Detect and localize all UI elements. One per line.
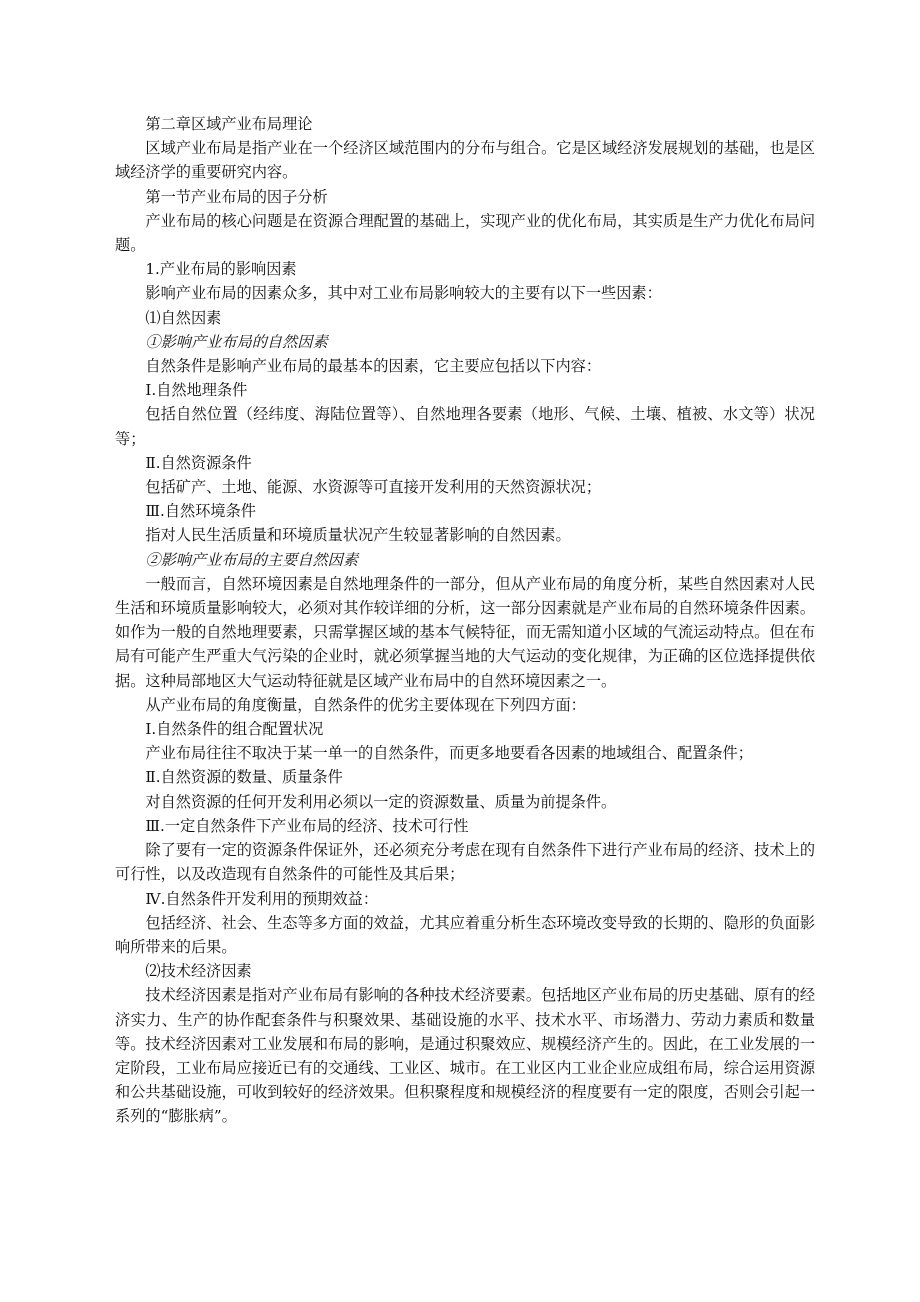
list-heading: Ⅰ.自然条件的组合配置状况 xyxy=(145,720,324,739)
paragraph: 技术经济因素是指对产业布局有影响的各种技术经济要素。包括地区产业布局的历史基础、原有的经济实力、生产的协作配套条件与积聚效果、基础设施的水平、技术水平、市场潜力、劳动力素质和数量等。技术经济因素对工业发展和布局的影响，是通过积聚效应、规模经济产生的。因此，在工业发展的一定阶段，工业布局应接近已有的交通线、工业区、城市。在工业区内工业企业应成组布局，综合运用资源和公共基础设施，可收到较好的经济效果。但积聚程度和规模经济的程度要有一定的限度，否则会引起一系列的“膨胀病”。 xyxy=(115,986,815,1126)
list-heading: Ⅱ.自然资源条件 xyxy=(145,453,252,472)
chapter-title: 第二章区域产业布局理论 xyxy=(145,115,313,133)
paragraph: 自然条件是影响产业布局的最基本的因素，它主要应包括以下内容： xyxy=(145,357,602,376)
paragraph: 影响产业布局的因素众多，其中对工业布局影响较大的主要有以下一些因素： xyxy=(145,284,662,303)
paragraph: 除了要有一定的资源条件保证外，还必须充分考虑在现有自然条件下进行产业布局的经济、技术上的可行性，以及改造现有自然条件的可能性及其后果； xyxy=(115,841,815,884)
paragraph: 对自然资源的任何开发利用必须以一定的资源数量、质量为前提条件。 xyxy=(145,792,617,811)
section-title: 第一节产业布局的因子分析 xyxy=(145,187,328,206)
paragraph: 区域产业布局是指产业在一个经济区域范围内的分布与组合。它是区域经济发展规划的基础，也是区域经济学的重要研究内容。 xyxy=(115,139,815,182)
list-heading: Ⅰ.自然地理条件 xyxy=(145,381,248,400)
paragraph: 指对人民生活质量和环境质量状况产生较显著影响的自然因素。 xyxy=(145,526,571,545)
italic-heading: ②影响产业布局的主要自然因素 xyxy=(145,550,359,569)
subsection-title: ⑴自然因素 xyxy=(145,308,222,327)
paragraph: 一般而言，自然环境因素是自然地理条件的一部分，但从产业布局的角度分析，某些自然因素对人民生活和环境质量影响较大，必须对其作较详细的分析，这一部分因素就是产业布局的自然环境条件因素。如作为一般的自然地理要素，只需掌握区域的基本气候特征，而无需知道小区域的气流运动特点。但在布局有可能产生严重大气污染的企业时，就必须掌握当地的大气运动的变化规律，为正确的区位选择提供依据。这种局部地区大气运动特征就是区域产业布局中的自然环境因素之一。 xyxy=(115,574,815,690)
italic-heading: ①影响产业布局的自然因素 xyxy=(145,332,328,351)
paragraph: 从产业布局的角度衡量，自然条件的优劣主要体现在下列四方面： xyxy=(145,695,586,714)
subsection-title: ⑵技术经济因素 xyxy=(145,962,252,981)
list-heading: Ⅲ.自然环境条件 xyxy=(145,502,256,521)
list-heading: Ⅳ.自然条件开发利用的预期效益： xyxy=(145,889,379,908)
paragraph: 产业布局往往不取决于某一单一的自然条件，而更多地要看各因素的地域组合、配置条件； xyxy=(145,744,753,763)
paragraph: 包括经济、社会、生态等多方面的效益，尤其应着重分析生态环境改变导致的长期的、隐形的负面影响所带来的后果。 xyxy=(115,913,815,956)
document-body xyxy=(115,112,815,1129)
list-heading: Ⅲ.一定自然条件下产业布局的经济、技术可行性 xyxy=(145,816,469,835)
paragraph: 产业布局的核心问题是在资源合理配置的基础上，实现产业的优化布局，其实质是生产力优化布局问题。 xyxy=(115,211,815,255)
subsection-title: 1.产业布局的影响因素 xyxy=(145,260,297,279)
paragraph: 包括矿产、土地、能源、水资源等可直接开发利用的天然资源状况； xyxy=(145,478,602,497)
paragraph: 包括自然位置（经纬度、海陆位置等）、自然地理各要素（地形、气候、土壤、植被、水文等）状况等； xyxy=(115,405,815,448)
list-heading: Ⅱ.自然资源的数量、质量条件 xyxy=(145,768,343,787)
